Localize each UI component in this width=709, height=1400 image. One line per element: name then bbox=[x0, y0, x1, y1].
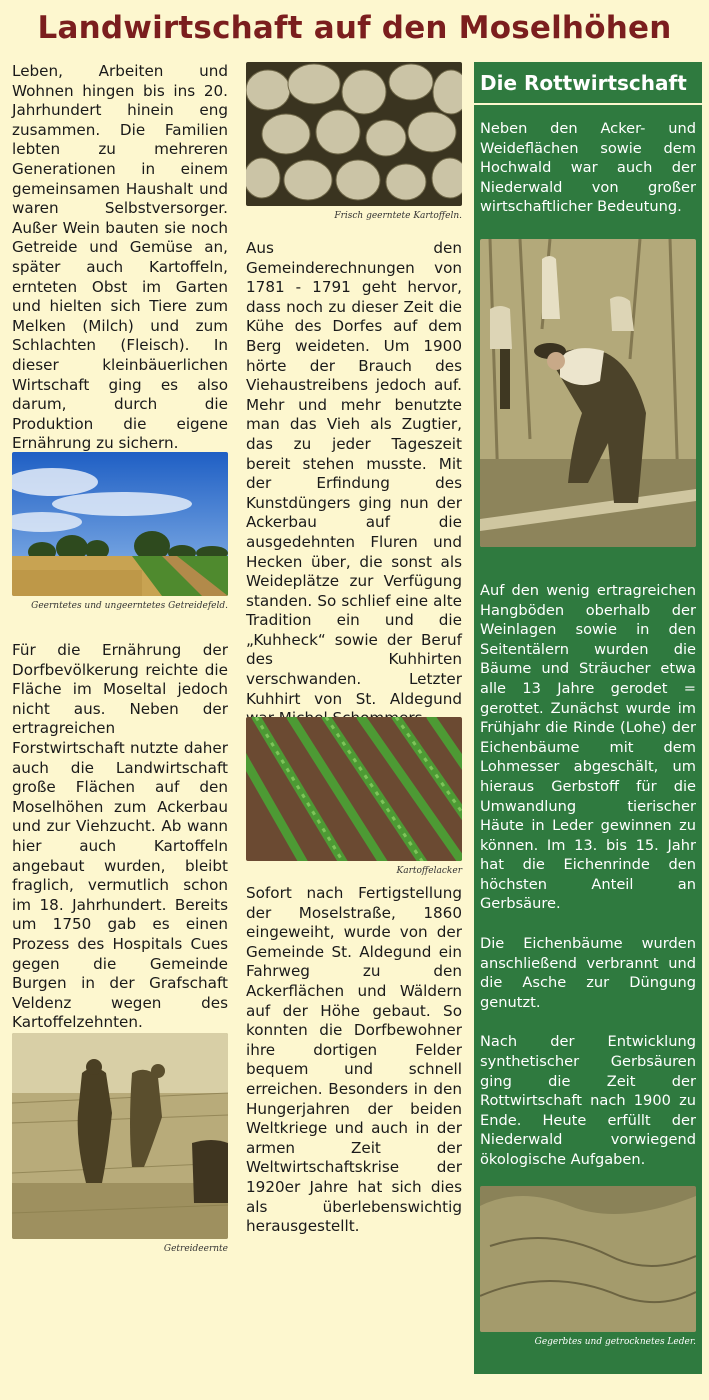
page-title: Landwirtschaft auf den Moselhöhen bbox=[37, 10, 672, 46]
middle-column bbox=[246, 62, 462, 1237]
sidebar-title: Die Rottwirtschaft bbox=[474, 62, 702, 105]
left-column bbox=[12, 62, 228, 1254]
potatoes-photo bbox=[246, 62, 462, 206]
grain-harvest-photo bbox=[12, 1033, 228, 1239]
rottwirtschaft-sidebar bbox=[474, 62, 702, 1374]
sidebar-end-paragraph: Nach der Entwicklung synthetischer Gerbsäuren ging die Zeit der Rottwirtschaft nach 1900 zu Ende. Heute erfüllt der Niederwald vorwiegend ökologische Aufgaben. bbox=[480, 1033, 696, 1168]
sidebar-clearing-paragraph: Auf den wenig ertragreichen Hangböden oberhalb der Weinlagen sowie in den Seitentälern wurden die Bäume und Sträucher etwa alle 13 Jahre gerodet = gerottet. Zunächst wurde im Frühjahr die Rinde (Lohe) der Eichenbäume mit dem Lohmesser abgeschält, um hieraus Gerbstoff für die Umwandlung tierischer Häute in Leder gewinnen zu können. Im 13. bis 15. Jahr hat die Eichenrinde den höchsten Anteil an Gerbsäure. bbox=[480, 581, 696, 913]
potatoes-caption: Frisch geerntete Kartoffeln. bbox=[334, 211, 462, 221]
intro-paragraph: Leben, Arbeiten und Wohnen hingen bis ins 20. Jahrhundert hinein eng zusammen. Die Familien lebten zu mehreren Generationen in einem gemeinsamen Haushalt und waren Selbstversorger. Außer Wein bauten sie noch Getreide und Gemüse an, später auch Kartoffeln, ernteten Obst im Garten und hielten sich Tiere zum Melken (Milch) und zum Schlachten (Fleisch). In dieser kleinbäuerlichen Wirtschaft ging es also darum, durch die Produktion die eigene Ernährung zu sichern. bbox=[12, 62, 228, 453]
sidebar-intro-paragraph: Neben den Acker- und Weideflächen sowie dem Hochwald war auch der Niederwald von großer wirtschaftlicher Bedeutung. bbox=[480, 120, 696, 216]
grain-harvest-caption: Getreideernte bbox=[163, 1244, 228, 1254]
grain-field-photo bbox=[12, 452, 228, 596]
forest-workers-photo bbox=[480, 239, 696, 547]
potato-field-caption: Kartoffelacker bbox=[396, 866, 462, 876]
food-supply-paragraph: Für die Ernährung der Dorfbevölkerung reichte die Fläche im Moseltal jedoch nicht aus. Neben der ertragreichen Forstwirtschaft nutzte daher auch die Landwirtschaft große Flächen auf den Moselhöhen zum Ackerbau und zur Viehzucht. Ab wann hier auch Kartoffeln angebaut wurden, bleibt fraglich, vermutlich schon im 18. Jahrhundert. Bereits um 1750 gab es einen Prozess des Hospitals Cues gegen die Gemeinde Burgen in der Grafschaft Veldenz wegen des Kartoffelzehnten. bbox=[12, 641, 228, 1032]
road-paragraph: Sofort nach Fertigstellung der Moselstraße, 1860 eingeweiht, wurde von der Gemeinde St. Aldegund ein Fahrweg zu den Ackerflächen und Wäldern auf der Höhe gebaut. So konnten die Dorfbewohner ihre dortigen Felder bequem und schnell erreichen. Besonders in den Hungerjahren der beiden Weltkriege und auch in der armen Zeit der Weltwirtschaftskrise der 1920er Jahre hat sich dies als überlebenswichtig herausgestellt. bbox=[246, 884, 462, 1236]
sidebar-burning-paragraph: Die Eichenbäume wurden anschließend verbrannt und die Asche zur Düngung genutzt. bbox=[480, 935, 696, 1011]
leather-caption: Gegerbtes und getrocknetes Leder. bbox=[534, 1336, 696, 1347]
grain-field-caption: Geerntetes und ungeerntetes Getreidefeld. bbox=[31, 601, 228, 611]
leather-photo bbox=[480, 1186, 696, 1332]
potato-field-photo bbox=[246, 717, 462, 861]
pasture-paragraph: Aus den Gemeinderechnungen von 1781 - 1791 geht hervor, dass noch zu dieser Zeit die Kühe des Dorfes auf dem Berg weideten. Um 1900 hörte der Brauch des Viehaustreibens jedoch auf. Mehr und mehr benutzte man das Vieh als Zugtier, das zu jeder Tageszeit bereit stehen musste. Mit der Erfindung des Kunstdüngers ging nun der Ackerbau auf die ausgedehnten Fluren und Hecken über, die sonst als Weideplätze zur Verfügung standen. So schlief eine alte Tradition ein und die „Kuhheck“ sowie der Beruf des Kuhhirten verschwanden. Letzter Kuhhirt von St. Aldegund bbox=[246, 239, 462, 708]
